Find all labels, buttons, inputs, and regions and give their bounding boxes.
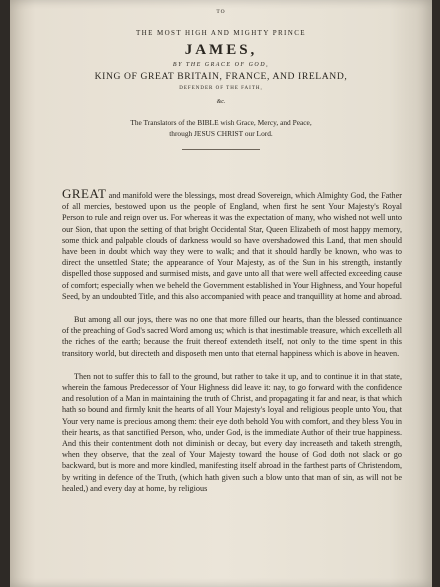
- grace-line: BY THE GRACE OF GOD,: [172, 62, 270, 68]
- paragraph-1-text: and manifold were the blessings, most dread Sovereign, which Almighty God, the Father of all mercies, bestowed upon us the people of England, when first he sent Your Majesty's Royal Person to rule and reign over us. For whereas it was the expectation of many, who wished not well unto our Sion, that upon the setting of that bright Occidental Star, Queen Elizabeth of most happy memory, some thick and palpable clouds of darkness would so have overshadowed this Land, that men should have been in doubt which way they were to walk; and that it should hardly be known, who was to direct the unsettled State; the appearance of Your Majesty, as of the Sun in his strength, instantly dispelled those supposed and surmised mists, and gave unto all that were well affected exceeding cause of comfort; especially when we beheld the Government established in Your Highness, and Your hopeful Seed, by an undoubted Title, and this also accompanied with peace and tranquillity at home and abroad.: [62, 191, 402, 301]
- etc-line: &c.: [216, 99, 226, 105]
- translators-line-2: through JESUS CHRIST our Lord.: [169, 129, 273, 138]
- initial-word: GREAT: [62, 186, 107, 201]
- king-name: JAMES,: [184, 42, 258, 58]
- paragraph-3: Then not to suffer this to fall to the ground, but rather to take it up, and to continue it in that state, wherein the famous Predecessor of Your Highness did leave it: nay, to go forward with the confidence and resolution of a Man in maintaining the truth of Christ, and propagating it far and near, is that which hath so bound and firmly knit the hearts of all Your Majesty's loyal and religious people unto You, that Your very name is precious among them: their eye doth behold You with comfort, and they bless You in their hearts, as that sanctified Person, who, under God, is the immediate Author of their true happiness. And this their contentment doth not diminish or decay, but every day increaseth and taketh strength, when they observe, that the zeal of Your Majesty toward the house of God doth not slack or go backward, but is more and more kindled, manifesting itself abroad in the farthest parts of Christendom, by writing in defence of the Truth, (which hath given such a blow unto that man of sin, as will not be healed,) and every day at home, by religious: [62, 371, 402, 493]
- paragraph-1: [62, 188, 402, 302]
- translators-greeting: [10, 117, 432, 139]
- defender-line: DEFENDER OF THE FAITH,: [179, 86, 263, 91]
- to-line: TO: [216, 9, 226, 15]
- book-page: [10, 0, 432, 587]
- dedication-heading: [10, 0, 432, 150]
- paragraph-2: But among all our joys, there was no one that more filled our hearts, than the blessed continuance of the preaching of God's sacred Word among us; which is that inestimable treasure, which excelleth all the riches of the earth; because the fruit thereof extendeth itself, not only to the time spent in this transitory world, but directeth and disposeth men unto that eternal happiness which is above in heaven.: [62, 315, 402, 358]
- section-divider: [182, 149, 260, 150]
- translators-line-1: The Translators of the BIBLE wish Grace, Mercy, and Peace,: [130, 118, 312, 127]
- address-line: THE MOST HIGH AND MIGHTY PRINCE: [136, 29, 306, 37]
- dedication-body: [62, 188, 402, 506]
- kingdoms-line: KING OF GREAT BRITAIN, FRANCE, AND IRELAND,: [94, 71, 348, 82]
